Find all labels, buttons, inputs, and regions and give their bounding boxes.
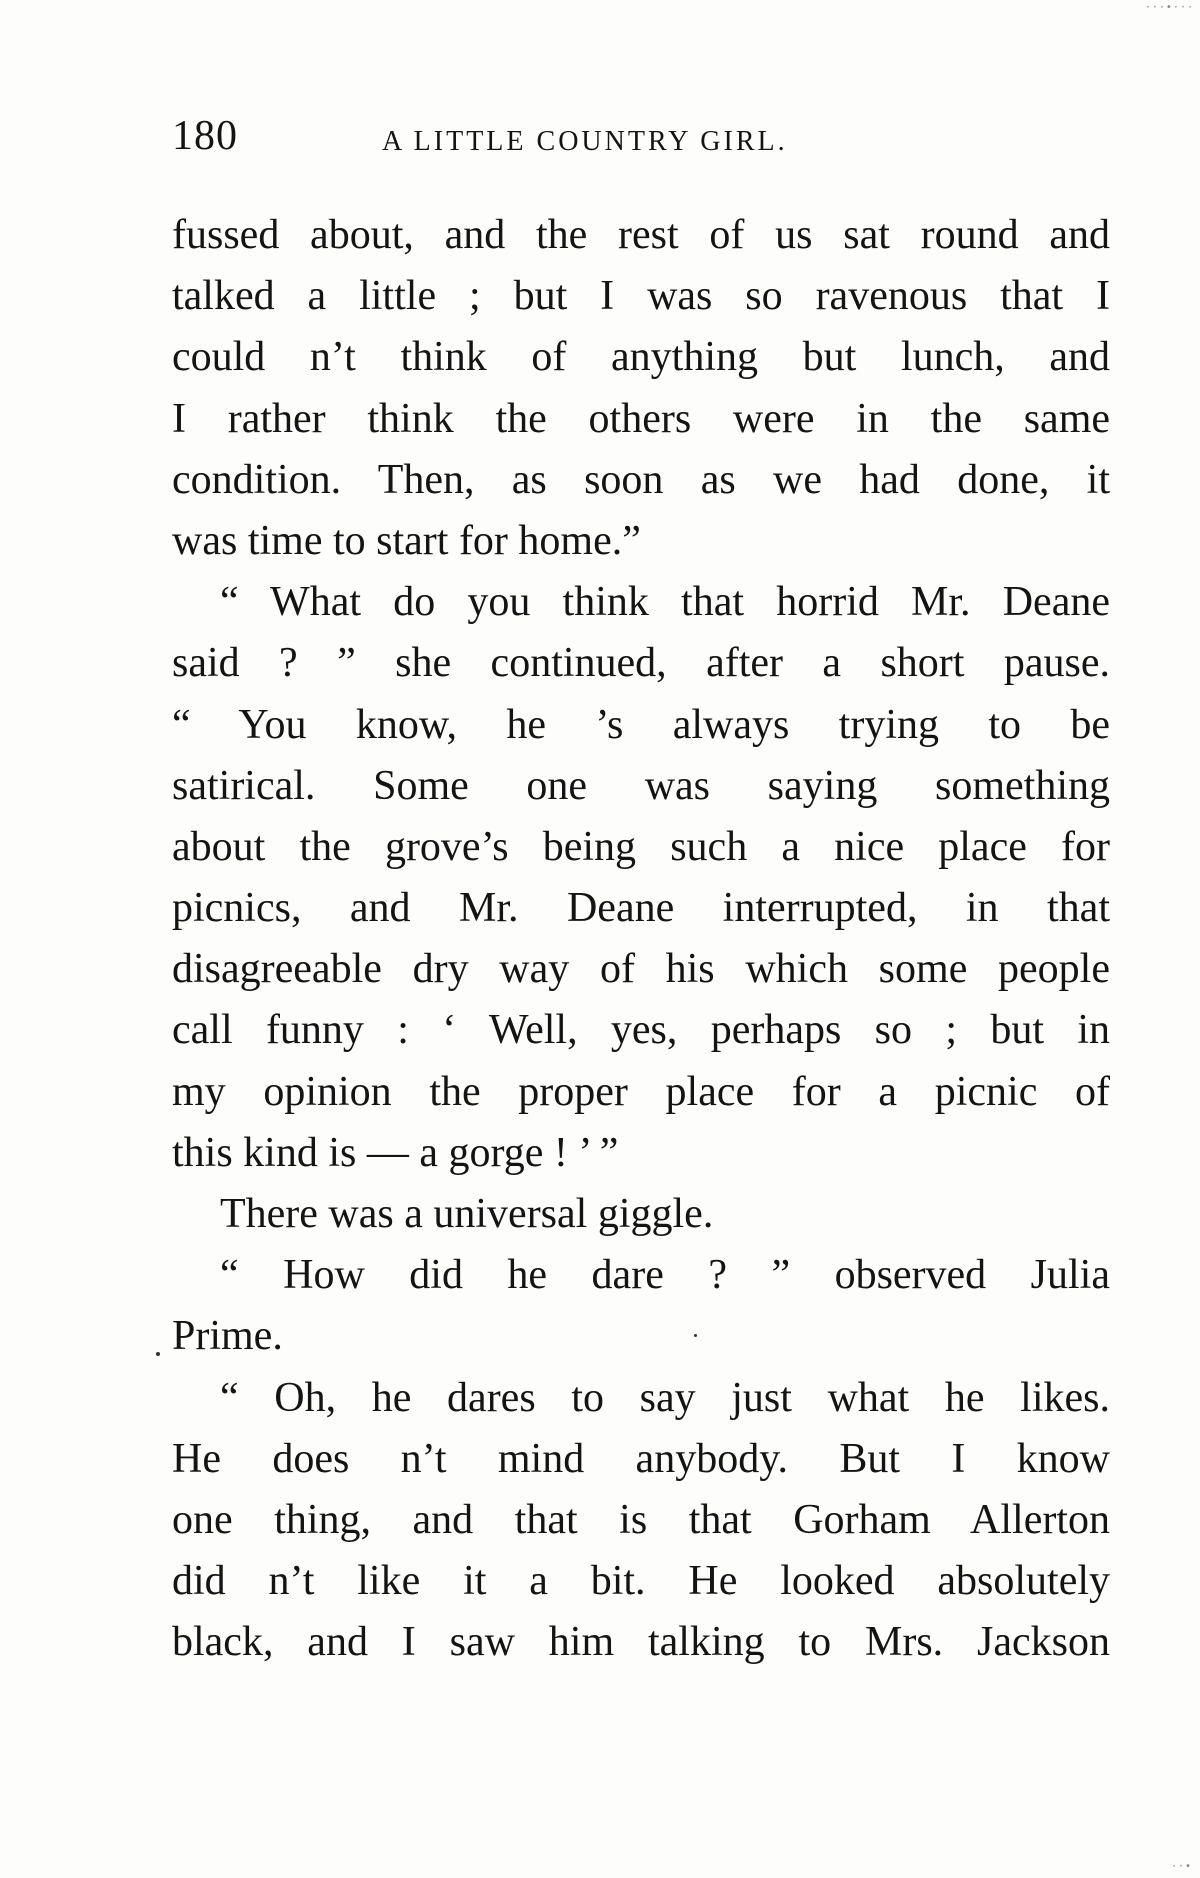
ink-speck	[694, 1334, 697, 1337]
text-line: about the grove’s being such a nice place for	[172, 823, 1110, 870]
text-line: black, and I saw him talking to Mrs. Jackson	[172, 1619, 1110, 1666]
ink-speck	[156, 1352, 160, 1356]
text-line: was time to start for home.”	[172, 517, 641, 564]
text-line: Prime.	[172, 1313, 283, 1360]
text-line: There was a universal giggle.	[220, 1191, 714, 1237]
text-line: disagreeable dry way of his which some people	[172, 946, 1110, 993]
text-line: I rather think the others were in the same	[172, 395, 1110, 442]
text-line: condition. Then, as soon as we had done, it	[172, 456, 1110, 503]
text-line: one thing, and that is that Gorham Allerton	[172, 1496, 1110, 1543]
text-line: “ How did he dare ? ” observed Julia	[220, 1252, 1110, 1299]
text-line: this kind is — a gorge ! ’ ”	[172, 1129, 619, 1176]
scan-noise-bottom-right: ·⋅•	[1170, 1861, 1192, 1872]
text-line: “ What do you think that horrid Mr. Deane	[220, 579, 1110, 626]
text-line: satirical. Some one was saying something	[172, 762, 1110, 809]
text-line: my opinion the proper place for a picnic of	[172, 1068, 1110, 1115]
text-line: call funny : ‘ Well, yes, perhaps so ; but in	[172, 1007, 1110, 1054]
text-line: “ You know, he ’s always trying to be	[172, 701, 1110, 748]
text-line: “ Oh, he dares to say just what he likes.	[220, 1374, 1110, 1421]
text-line: He does n’t mind anybody. But I know	[172, 1435, 1110, 1482]
text-line: said ? ” she continued, after a short pause.	[172, 640, 1110, 687]
running-title: A LITTLE COUNTRY GIRL.	[382, 126, 788, 157]
body-text	[172, 205, 1110, 1674]
text-line: talked a little ; but I was so ravenous that I	[172, 273, 1110, 320]
page-header	[172, 112, 1112, 168]
text-line: picnics, and Mr. Deane interrupted, in that	[172, 885, 1110, 932]
page-number: 180	[172, 113, 238, 159]
text-line: did n’t like it a bit. He looked absolutely	[172, 1558, 1110, 1605]
text-line: could n’t think of anything but lunch, and	[172, 334, 1110, 381]
text-line: fussed about, and the rest of us sat round and	[172, 212, 1110, 258]
scan-noise-top-right: ·⋅·•·⋅·	[1144, 2, 1194, 13]
